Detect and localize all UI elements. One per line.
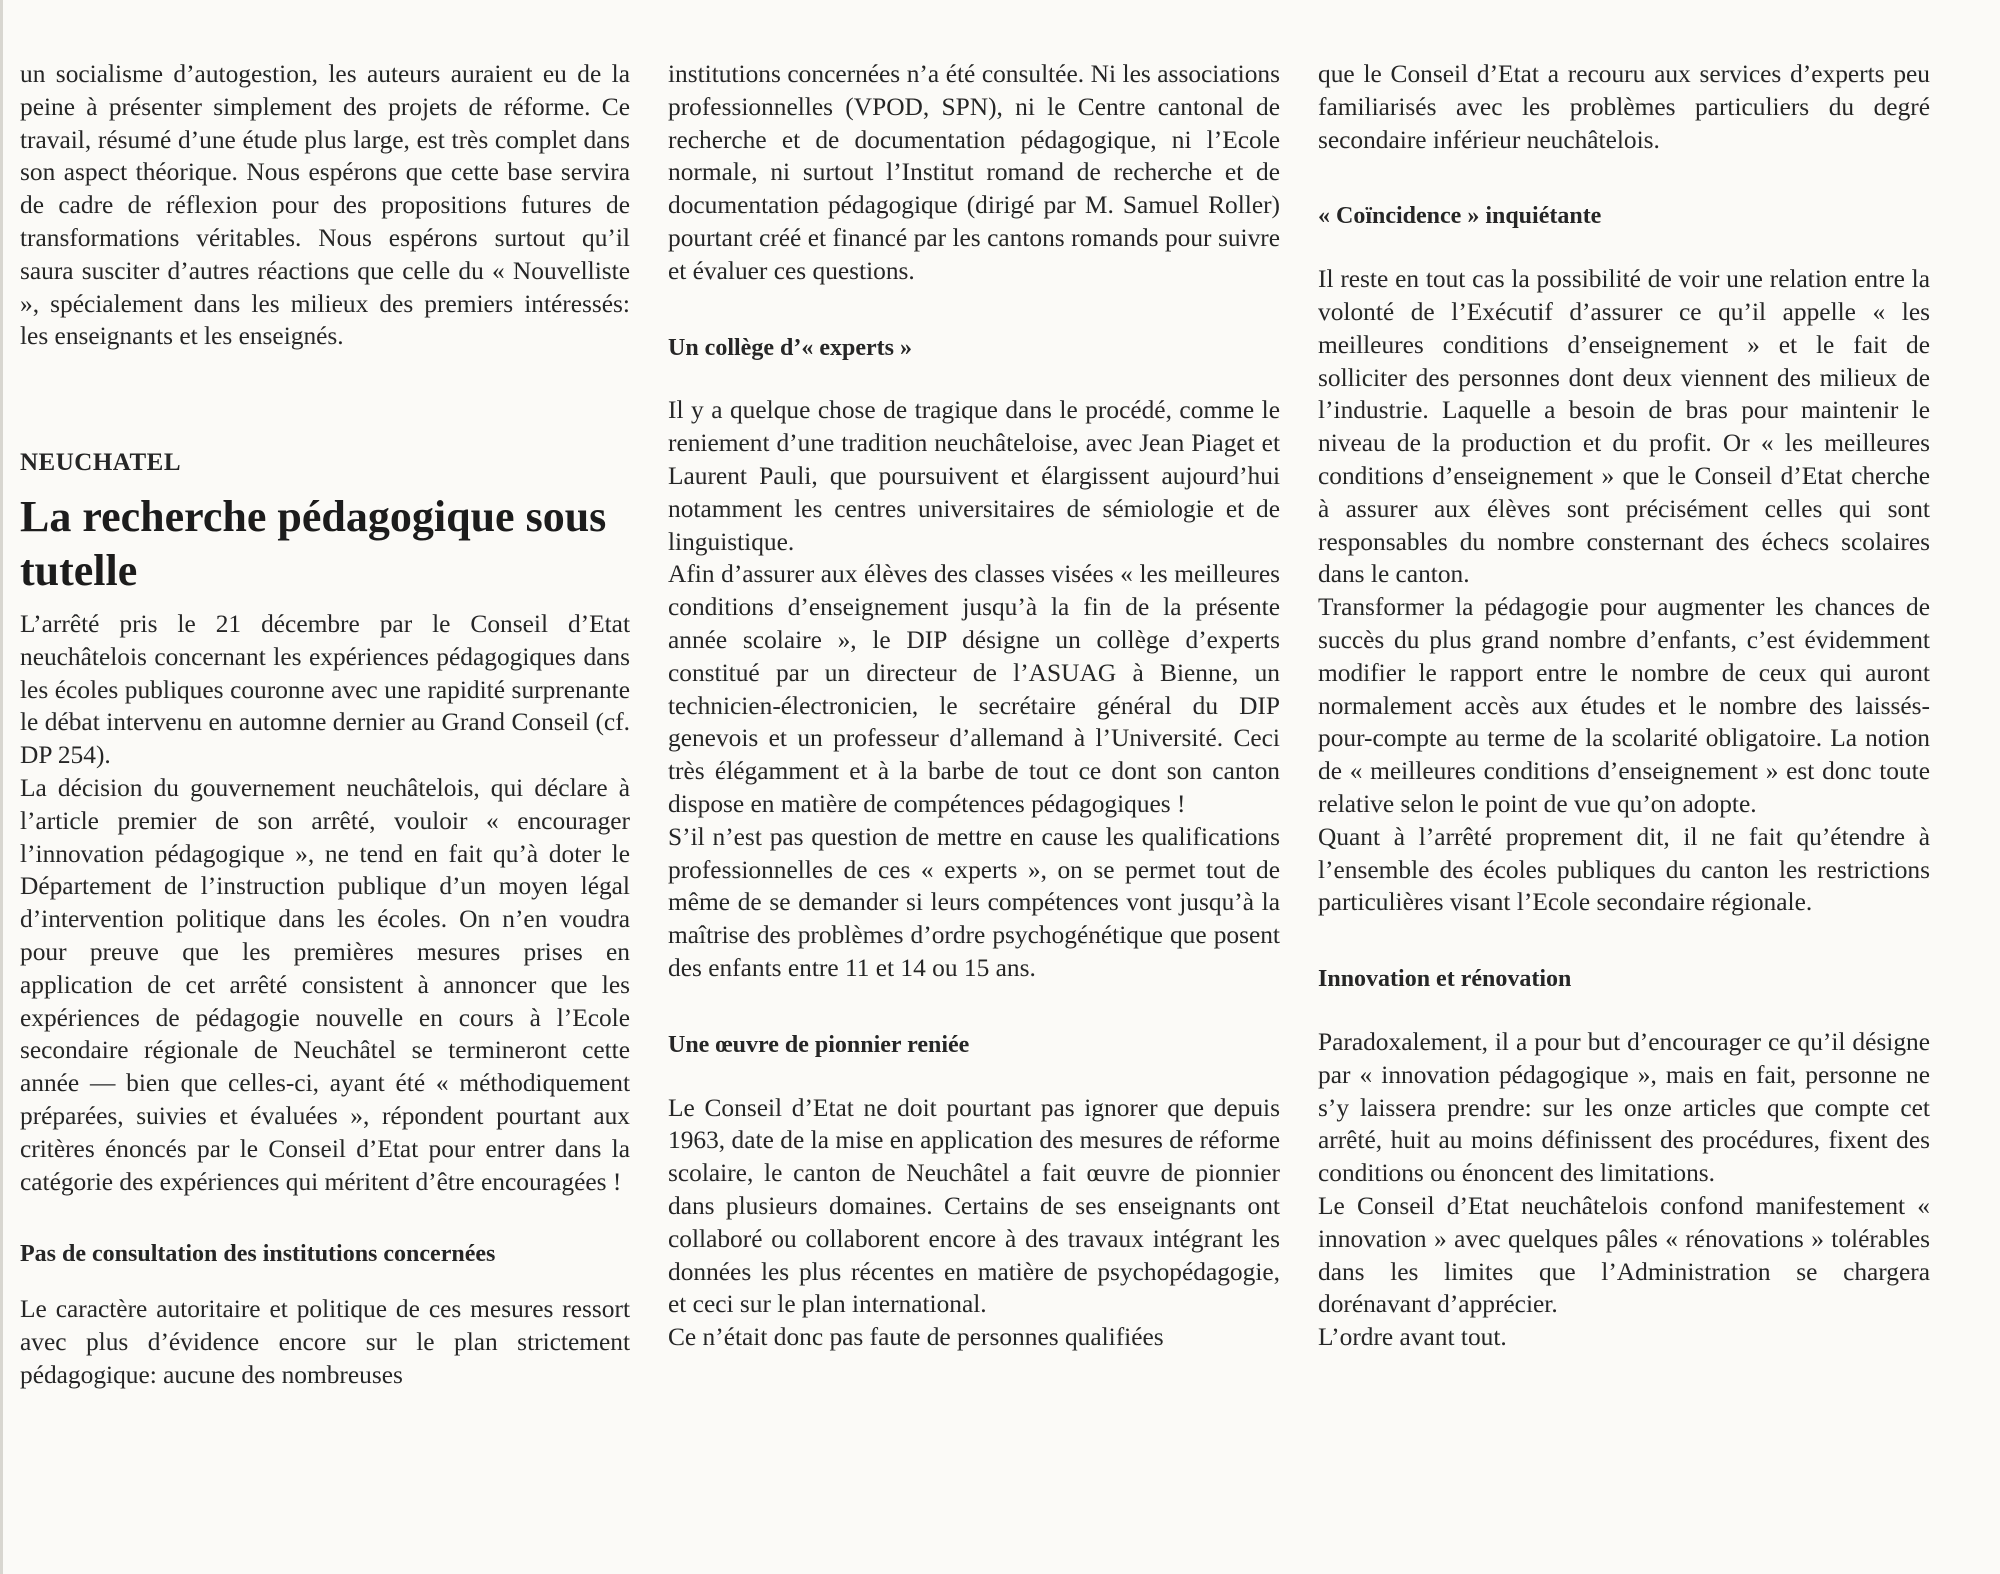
paragraph: Le caractère autoritaire et politique de ces mesures ressort avec plus d’évidence encore sur le plan strictement pédagogique: aucune des nombreuses xyxy=(20,1295,630,1389)
paragraph: L’ordre avant tout. xyxy=(1318,1323,1507,1352)
paragraph: L’arrêté pris le 21 décembre par le Conseil d’Etat neuchâtelois concernant les expériences pédagogiques dans les écoles publiques couronne avec une rapidité surprenante le débat intervenu en automne dernier au Grand Conseil (cf. DP 254). xyxy=(20,609,630,770)
paragraph: S’il n’est pas question de mettre en cause les qualifications professionnelles de ces « experts », on se permet tout de même de se demander si leurs compétences vont jusqu’à la maîtrise des problèmes d’ordre psychogénétique que posent des enfants entre 11 et 14 ou 15 ans. xyxy=(668,822,1280,982)
paragraph: Il y a quelque chose de tragique dans le procédé, comme le reniement d’une tradition neuchâteloise, avec Jean Piaget et Laurent Pauli, que poursuivent et élargissent aujourd’hui notamment les centres universitaires de sémiologie et de linguistique. xyxy=(668,396,1280,556)
intro-paragraph: un socialisme d’autogestion, les auteurs auraient eu de la peine à présenter simplement des projets de réforme. Ce travail, résumé d’une étude plus large, est très complet dans son aspect théorique. Nous espérons que cette base servira de cadre de réflexion pour des propositions futures de transformations véritables. Nous espérons surtout qu’il saura susciter d’autres réactions que celle du « Nouvelliste », spécialement dans les milieux des premiers intéressés: les enseignants et les enseignés. xyxy=(20,60,630,351)
paragraph: La décision du gouvernement neuchâtelois, qui déclare à l’article premier de son arrêté, vouloir « encourager l’innovation pédagogique », ne tend en fait qu’à doter le Département de l’instruction publique d’un moyen légal d’intervention politique dans les écoles. On n’en voudra pour preuve que les premières mesures prises en application de cet arrêté consistent à annoncer que les expériences de pédagogie nouvelle en cours à l’Ecole secondaire régionale de Neuchâtel se termineront cette année — bien que celles-ci, ayant été « méthodiquement préparées, suivies et évaluées », répondent pourtant aux critères énoncés par le Conseil d’Etat pour entrer dans la catégorie des expériences qui méritent d’être encouragées ! xyxy=(20,773,630,1196)
subheading: Une œuvre de pionnier reniée xyxy=(668,1031,970,1058)
paragraph: Le Conseil d’Etat ne doit pourtant pas ignorer que depuis 1963, date de la mise en application des mesures de réforme scolaire, le canton de Neuchâtel a fait œuvre de pionnier dans plusieurs domaines. Certains de ses enseignants ont collaboré ou collaborent encore à des travaux intégrant les données les plus récentes en matière de psychopédagogie, et ceci sur le plan international. xyxy=(668,1093,1280,1319)
paragraph: Il reste en tout cas la possibilité de voir une relation entre la volonté de l’Exécutif d’assurer ce qu’il appelle « les meilleures conditions d’enseignement » et le fait de solliciter des personnes dont deux viennent des milieux de l’industrie. Laquelle a besoin de bras pour maintenir le niveau de la production et du profit. Or « les meilleures conditions d’enseignement » que le Conseil d’Etat cherche à assurer aux élèves sont précisément celles qui sont responsables du nombre consternant des échecs scolaires dans le canton. xyxy=(1318,265,1930,589)
column-1 xyxy=(20,58,630,1392)
paragraph: Le Conseil d’Etat neuchâtelois confond manifestement « innovation » avec quelques pâles « rénovations » tolérables dans les limites que l’Administration se chargera dorénavant d’apprécier. xyxy=(1318,1191,1930,1319)
subheading: « Coïncidence » inquiétante xyxy=(1318,203,1602,230)
column-2 xyxy=(668,58,1280,1354)
paragraph: Quant à l’arrêté proprement dit, il ne fait qu’étendre à l’ensemble des écoles publiques du canton les restrictions particulières visant l’Ecole secondaire régionale. xyxy=(1318,822,1930,917)
paragraph: Ce n’était donc pas faute de personnes qualifiées xyxy=(668,1323,1164,1352)
paragraph: Afin d’assurer aux élèves des classes visées « les meilleures conditions d’enseignement jusqu’à la fin de la présente année scolaire », le DIP désigne un collège d’experts constitué par un directeur de l’ASUAG à Bienne, un technicien-électronicien, le secrétaire général du DIP genevois et un professeur d’allemand à l’Université. Ceci très élégamment et à la barbe de tout ce dont son canton dispose en matière de compétences pédagogiques ! xyxy=(668,560,1280,818)
section-kicker: NEUCHATEL xyxy=(20,449,182,477)
paragraph: que le Conseil d’Etat a recouru aux services d’experts peu familiarisés avec les problèmes particuliers du degré secondaire inférieur neuchâtelois. xyxy=(1318,60,1930,154)
subheading: Pas de consultation des institutions concernées xyxy=(20,1241,496,1268)
paragraph: Paradoxalement, il a pour but d’encourager ce qu’il désigne par « innovation pédagogique », mais en fait, personne ne s’y laissera prendre: sur les onze articles que compte cet arrêté, huit au moins définissent des procédures, fixent des conditions ou énoncent des limitations. xyxy=(1318,1027,1930,1188)
paragraph: institutions concernées n’a été consultée. Ni les associations professionnelles (VPOD, SPN), ni le Centre cantonal de recherche et de documentation pédagogique, ni l’Ecole normale, ni surtout l’Institut romand de recherche et de documentation pédagogique (dirigé par M. Samuel Roller) pourtant créé et financé par les cantons romands pour suivre et évaluer ces questions. xyxy=(668,60,1280,285)
page-edge xyxy=(0,0,3,1574)
article-title: La recherche pédagogique sous tutelle xyxy=(20,491,607,595)
subheading: Un collège d’« experts » xyxy=(668,334,912,361)
paragraph: Transformer la pédagogie pour augmenter les chances de succès du plus grand nombre d’enfants, c’est évidemment modifier le rapport entre le nombre de ceux qui auront normalement accès aux études et le nombre des laissés-pour-compte au terme de la scolarité obligatoire. La notion de « meilleures conditions d’enseignement » est donc toute relative selon le point de vue qu’on adopte. xyxy=(1318,593,1930,818)
column-3 xyxy=(1318,58,1930,1354)
subheading: Innovation et rénovation xyxy=(1318,966,1572,993)
